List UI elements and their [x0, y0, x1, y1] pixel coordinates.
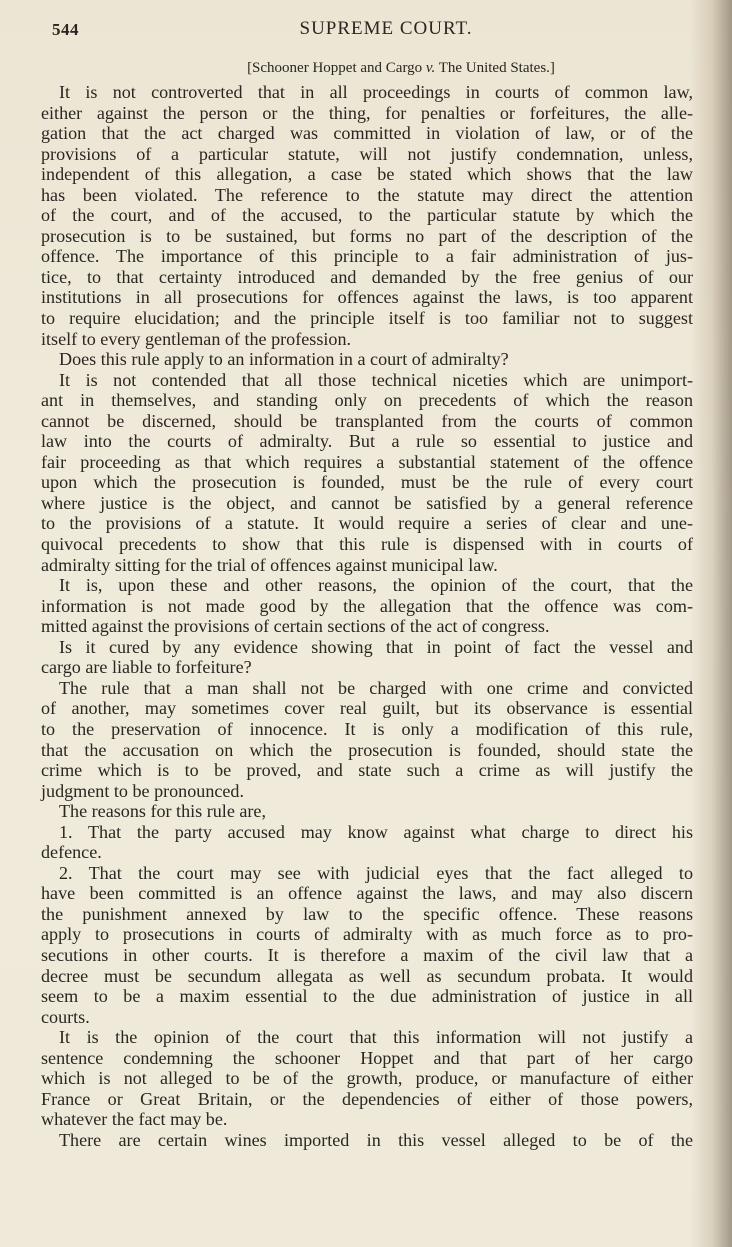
page-number: 544	[52, 20, 79, 39]
text-line: sentence condemning the schooner Hoppet and that part of her cargo	[41, 1047, 693, 1068]
text-line: that the accusation on which the prosecution is founded, should state the	[41, 739, 693, 760]
text-line: It is, upon these and other reasons, the opinion of the court, that the	[59, 575, 693, 596]
text-line: It is the opinion of the court that this information will not justify a	[59, 1027, 693, 1048]
text-line: fair proceeding as that which requires a substantial statement of the offence	[41, 451, 693, 472]
text-line: to the provisions of a statute. It would require a series of clear and une-	[41, 513, 693, 534]
running-title: SUPREME COURT.	[299, 18, 473, 39]
text-line: whatever the fact may be.	[41, 1109, 228, 1130]
running-head	[52, 18, 680, 42]
text-line: law into the courts of admiralty. But a rule so essential to justice and	[41, 431, 693, 452]
text-line: The reasons for this rule are,	[59, 801, 266, 822]
text-line: either against the person or the thing, for penalties or forfeitures, the alle-	[41, 102, 693, 123]
text-line: seem to be a maxim essential to the due administration of justice in all	[41, 986, 693, 1007]
text-line: 2. That the court may see with judicial eyes that the fact alleged to	[59, 862, 693, 883]
text-line: 1. That the party accused may know against what charge to direct his	[59, 821, 693, 842]
text-line: Is it cured by any evidence showing that in point of fact the vessel and	[59, 636, 693, 657]
text-line: of the court, and of the accused, to the particular statute by which the	[41, 205, 693, 226]
text-line: The rule that a man shall not be charged with one crime and convicted	[59, 677, 693, 698]
text-line: Does this rule apply to an information in a court of admiralty?	[59, 349, 509, 370]
text-line: secutions in other courts. It is therefore a maxim of the civil law that a	[41, 944, 693, 965]
text-line: which is not alleged to be of the growth, produce, or manufacture of either	[41, 1068, 693, 1089]
text-line: cargo are liable to forfeiture?	[41, 657, 252, 678]
text-line: courts.	[41, 1006, 90, 1027]
text-line: to the preservation of innocence. It is only a modification of this rule,	[41, 718, 693, 739]
text-line: independent of this allegation, a case be stated which shows that the law	[41, 164, 693, 185]
case-caption-versus: v.	[425, 60, 436, 76]
text-line: upon which the prosecution is founded, must be the rule of every court	[41, 472, 693, 493]
text-line: decree must be secundum allegata as well as secundum probata. It would	[41, 965, 693, 986]
text-line: offence. The importance of this principle to a fair administration of jus-	[41, 246, 693, 267]
text-line: mitted against the provisions of certain sections of the act of congress.	[41, 616, 550, 637]
text-line: ant in themselves, and standing only on precedents of which the reason	[41, 390, 693, 411]
case-caption	[0, 60, 732, 77]
text-line: itself to every gentleman of the profession.	[41, 328, 352, 349]
case-caption-suffix: The United States.]	[435, 60, 555, 76]
case-caption-prefix: [Schooner Hoppet and Cargo	[247, 60, 426, 76]
body-text	[41, 82, 693, 1150]
text-line: has been violated. The reference to the statute may direct the attention	[41, 184, 693, 205]
text-line: judgment to be pronounced.	[41, 780, 245, 801]
text-line: the punishment annexed by law to the specific offence. These reasons	[41, 903, 693, 924]
text-line: France or Great Britain, or the dependencies of either of those powers,	[41, 1088, 693, 1109]
text-line: institutions in all prosecutions for offences against the laws, is too apparent	[41, 287, 693, 308]
text-line: admiralty sitting for the trial of offences against municipal law.	[41, 554, 498, 575]
text-line: of another, may sometimes cover real guilt, but its observance is essential	[41, 698, 693, 719]
text-line: cannot be discerned, should be transplanted from the courts of common	[41, 410, 693, 431]
text-line: quivocal precedents to show that this rule is dispensed with in courts of	[41, 534, 693, 555]
text-line: where justice is the object, and cannot be satisfied by a general reference	[41, 492, 693, 513]
text-line: It is not contended that all those technical niceties which are unimport-	[59, 369, 693, 390]
text-line: tice, to that certainty introduced and demanded by the free genius of our	[41, 266, 693, 287]
text-line: to require elucidation; and the principle itself is too familiar not to suggest	[41, 308, 693, 329]
text-line: crime which is to be proved, and state such a crime as will justify the	[41, 760, 693, 781]
text-line: provisions of a particular statute, will not justify condemnation, unless,	[41, 143, 693, 164]
text-line: prosecution is to be sustained, but forms no part of the description of the	[41, 225, 693, 246]
text-line: apply to prosecutions in courts of admiralty with as much force as to pro-	[41, 924, 693, 945]
text-line: gation that the act charged was committed in violation of law, or of the	[41, 123, 693, 144]
text-line: defence.	[41, 842, 102, 863]
text-line: information is not made good by the allegation that the offence was com-	[41, 595, 693, 616]
text-line: have been committed is an offence against the laws, and may also discern	[41, 883, 693, 904]
text-line: There are certain wines imported in this vessel alleged to be of the	[59, 1129, 693, 1150]
text-line: It is not controverted that in all proceedings in courts of common law,	[59, 82, 693, 102]
